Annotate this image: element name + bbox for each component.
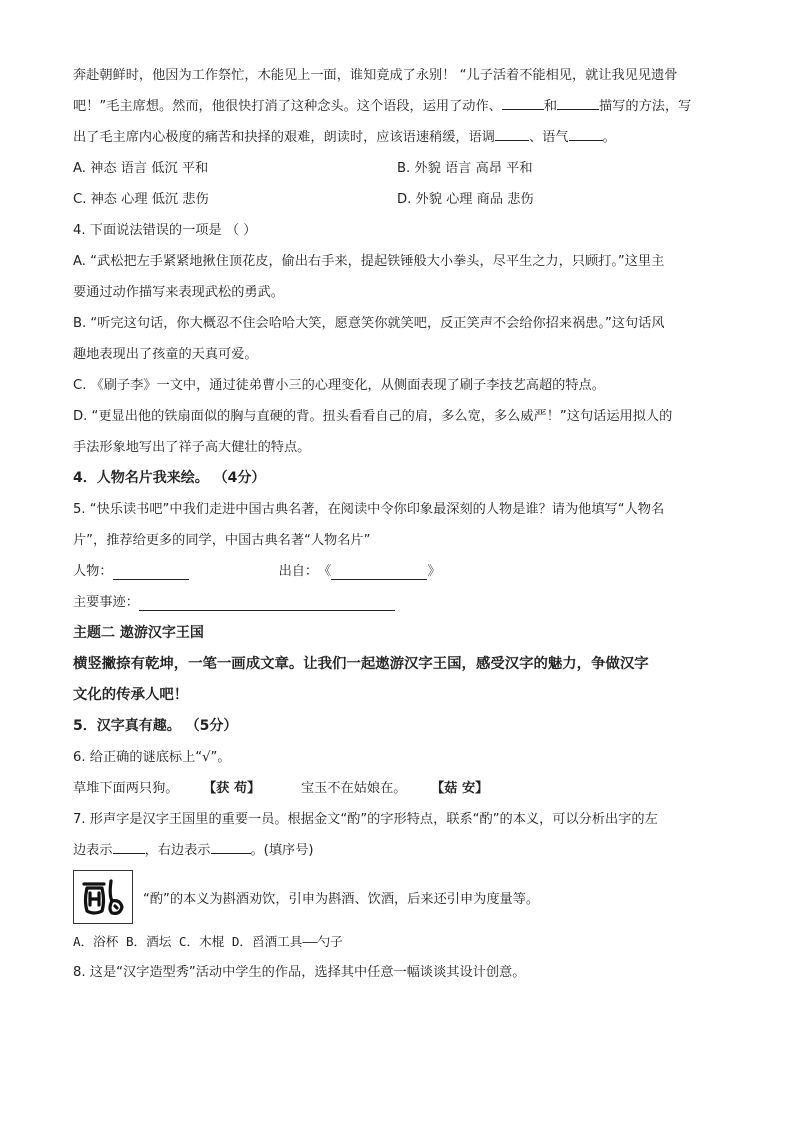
blank-q3-2[interactable] — [557, 95, 599, 110]
q7-line-2 — [73, 835, 725, 866]
riddle-1-answers[interactable]: 【获 苟】 — [203, 781, 261, 796]
blank-q3-4[interactable] — [569, 126, 603, 141]
glyph-description: “酌”的本义为斟酒劝饮，引申为斟酒、饮酒，后来还引申为度量等。 — [143, 891, 540, 907]
deeds-input[interactable] — [139, 596, 395, 611]
blank-q3-3[interactable] — [495, 126, 529, 141]
q7-fill-hint: 。(填序号) — [250, 843, 314, 858]
q3-line-2-and: 和 — [543, 99, 558, 114]
source-close-bracket: 》 — [427, 564, 441, 579]
q3-option-c[interactable]: C. 神态 心理 低沉 悲伤 — [73, 192, 209, 207]
q3-option-b[interactable]: B. 外貌 语言 高昂 平和 — [397, 161, 533, 176]
q3-line-2-text: 吧！”毛主席想。然而，他很快打消了这种念头。这个语段，运用了动作、 — [73, 99, 502, 114]
riddle-2-answers[interactable]: 【菇 安】 — [431, 781, 489, 796]
person-label: 人物： — [73, 564, 113, 579]
q3-line-2-end: 描写的方法，写 — [599, 99, 692, 114]
q3-line-2 — [73, 91, 725, 122]
q7-options: A．浴杯 B．酒坛 C．木棍 D．舀酒工具——勺子 — [73, 934, 343, 949]
section-5-heading: 5．汉字真有趣。 （5分） — [73, 718, 238, 734]
source-label: 出自： — [278, 564, 319, 579]
source-input[interactable] — [331, 565, 427, 580]
riddle-1: 草堆下面两只狗。 — [73, 781, 179, 796]
bronze-script-zhuo-image — [73, 870, 133, 924]
q4-option-b-line-2: 趣地表现出了孩童的天真可爱。 — [73, 347, 258, 362]
q8-stem: 8. 这是“汉字造型秀”活动中学生的作品，选择其中任意一幅谈谈其设计创意。 — [73, 965, 526, 980]
q3-option-a[interactable]: A. 神态 语言 低沉 平和 — [73, 161, 209, 176]
q3-line-3-end: 。 — [602, 130, 616, 145]
theme-2-intro-line-1: 横竖撇捺有乾坤，一笔一画成文章。让我们一起遨游汉字王国，感受汉字的魅力，争做汉字 — [73, 656, 649, 672]
q7-right-label: ，右边表示 — [144, 843, 211, 858]
q3-options-row-1 — [73, 153, 725, 184]
q4-option-b-line-1[interactable]: B. “听完这句话，你大概忍不住会哈哈大笑，愿意笑你就笑吧，反正笑声不会给你招来祸患。”这句话风 — [73, 316, 665, 331]
spacer — [189, 556, 279, 587]
theme-2-intro-line-2: 文化的传承人吧！ — [73, 687, 189, 703]
q6-stem: 6. 给正确的谜底标上“√”。 — [73, 750, 231, 765]
q7-line-1: 7. 形声字是汉字王国里的重要一员。根据金文“酌”的字形特点，联系“酌”的本义，可以分析出字的左 — [73, 812, 658, 827]
q4-option-d-line-1[interactable]: D. “更显出他的铁扇面似的胸与直硬的背。扭头看看自己的肩，多么宽，多么威严！”这句话运用拟人的 — [73, 409, 673, 424]
q3-line-3 — [73, 122, 725, 153]
q3-line-1: 奔赴朝鲜时，他因为工作祭忙，木能见上一面，谁知竟成了永别！ “儿子活着不能相见，就让我见见遗骨 — [73, 68, 678, 83]
theme-2-heading: 主题二 遨游汉字王国 — [73, 625, 204, 641]
q3-option-d[interactable]: D. 外貌 心理 商品 悲伤 — [397, 192, 534, 207]
blank-q3-1[interactable] — [502, 95, 544, 110]
q3-options-row-2 — [73, 184, 725, 215]
blank-q7-left[interactable] — [113, 839, 145, 854]
q5-line-2: 片”，推荐给更多的同学，中国古典名著“人物名片” — [73, 533, 371, 548]
riddle-2: 宝玉不在姑娘在。 — [301, 781, 407, 796]
q5-line-1: 5. “快乐读书吧”中我们走进中国古典名著，在阅读中令你印象最深刻的人物是谁？请为他填写“人物名 — [73, 502, 665, 517]
person-card-row — [73, 556, 725, 587]
deeds-label: 主要事迹： — [73, 595, 139, 610]
q7-left-label: 边表示 — [73, 843, 113, 858]
q3-line-3-tone: 、语气 — [529, 130, 569, 145]
q4-option-d-line-2: 手法形象地写出了祥子高大健壮的特点。 — [73, 440, 311, 455]
q4-stem: 4. 下面说法错误的一项是 （ ） — [73, 223, 257, 238]
glyph-row — [73, 870, 725, 924]
source-open-bracket: 《 — [318, 564, 332, 579]
q4-option-a-line-2: 要通过动作描写来表现武松的勇武。 — [73, 285, 284, 300]
section-4-heading: 4．人物名片我来绘。 （4分） — [73, 470, 266, 486]
zhuo-glyph-icon — [78, 875, 128, 919]
person-input[interactable] — [113, 565, 189, 580]
q4-option-c[interactable]: C. 《刷子李》一文中，通过徒弟曹小三的心理变化，从侧面表现了刷子李技艺高超的特点。 — [73, 378, 605, 393]
deeds-row — [73, 587, 725, 618]
exam-page — [73, 60, 725, 988]
blank-q7-right[interactable] — [211, 839, 251, 854]
q3-line-3-text: 出了毛主席内心极度的痛苦和抉择的艰难，朗读时，应该语速稍缓，语调 — [73, 130, 495, 145]
q4-option-a-line-1[interactable]: A. “武松把左手紧紧地揪住顶花皮，偷出右手来，提起铁锤般大小拳头，尽平生之力，只顾打。”这里主 — [73, 254, 665, 269]
riddle-row — [73, 773, 725, 804]
